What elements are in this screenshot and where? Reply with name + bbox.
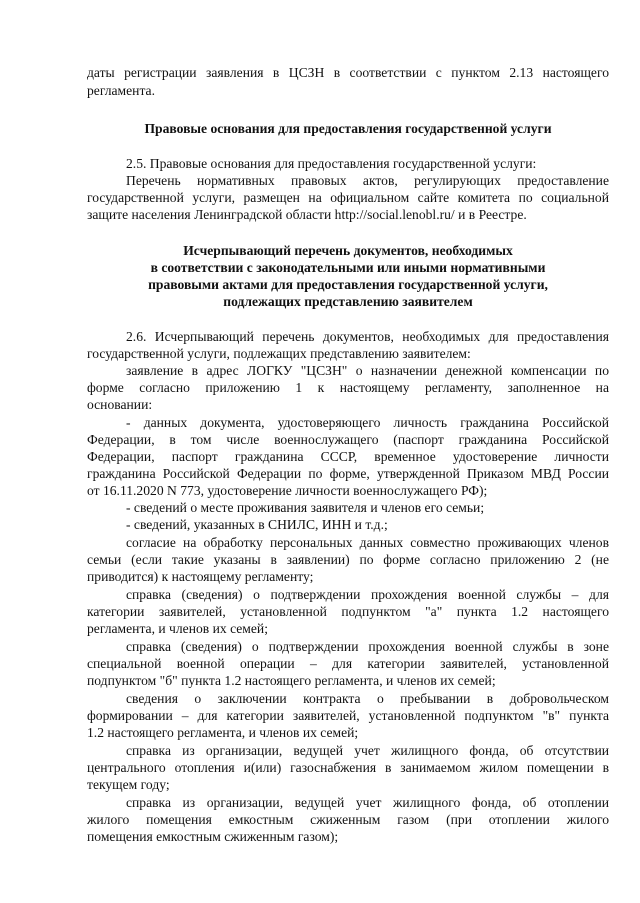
text-line: регламента. [87, 83, 155, 98]
text-line: формировании – для категории заявителей, установленной подпунктом "в" пункта [87, 708, 609, 723]
text-line: категории заявителей, установленной подпунктом "а" пункта 1.2 настоящего [87, 604, 609, 619]
text-line: защите населения Ленинградской области http://social.lenobl.ru/ и в Реестре. [87, 207, 527, 222]
text-line: форме согласно приложению 1 к настоящему регламенту, заполненное на [87, 380, 609, 395]
text-line: государственной услуги, размещен на официальном сайте комитета по социальной [87, 190, 609, 205]
text-line: регламента, и членов их семей; [87, 621, 268, 636]
text-line: даты регистрации заявления в ЦСЗН в соответствии с пунктом 2.13 настоящего [87, 65, 609, 80]
section-heading: в соответствии с законодательными или иными нормативными [150, 260, 546, 275]
text-line: текущем году; [87, 777, 170, 792]
section-heading: Правовые основания для предоставления государственной услуги [144, 121, 552, 136]
text-line: справка (сведения) о подтверждении прохождения военной службы в зоне [126, 639, 609, 654]
text-line: - сведений о месте проживания заявителя и членов его семьи; [126, 500, 485, 515]
text-line: подпунктом "б" пункта 1.2 настоящего регламента, и членов их семей; [87, 673, 496, 688]
text-line: Федерации, в том числе военнослужащего (паспорт гражданина Российской [87, 432, 609, 447]
section-heading: Исчерпывающий перечень документов, необходимых [183, 243, 513, 258]
text-line: справка из организации, ведущей учет жилищного фонда, об отсутствии [126, 743, 609, 758]
section-heading: правовыми актами для предоставления государственной услуги, [148, 277, 548, 292]
text-line: Федерации, паспорт гражданина СССР, временное удостоверение личности [87, 449, 609, 464]
text-line: 1.2 настоящего регламента, и членов их семей; [87, 725, 359, 740]
text-line: сведения о заключении контракта о пребывании в добровольческом [126, 691, 609, 706]
text-line: основании: [87, 397, 153, 412]
text-line: от 16.11.2020 N 773, удостоверение личности военнослужащего РФ); [87, 483, 488, 498]
text-line: 2.5. Правовые основания для предоставления государственной услуги: [126, 156, 537, 171]
text-line: приводится) к настоящему регламенту; [87, 569, 314, 584]
text-line: специальной военной операции – для категории заявителей, установленной [87, 656, 609, 671]
text-line: справка (сведения) о подтверждении прохождения военной службы – для [126, 587, 609, 602]
text-line: семьи (если такие указаны в заявлении) по форме согласно приложению 2 (не [87, 552, 609, 567]
text-line: помещения емкостным сжиженным газом); [87, 829, 339, 844]
text-line: согласие на обработку персональных данных совместно проживающих членов [126, 535, 609, 550]
text-line: Перечень нормативных правовых актов, регулирующих предоставление [126, 173, 609, 188]
text-line: - данных документа, удостоверяющего личность гражданина Российской [126, 415, 609, 430]
text-line: 2.6. Исчерпывающий перечень документов, необходимых для предоставления [126, 329, 609, 344]
text-line: центрального отопления и(или) газоснабжения в занимаемом жилом помещении в [87, 760, 609, 775]
section-heading: подлежащих представлению заявителем [223, 294, 473, 309]
text-line: государственной услуги, подлежащих представлению заявителем: [87, 346, 471, 361]
text-line: жилого помещения емкостным сжиженным газом (при отоплении жилого [87, 812, 609, 827]
text-line: справка из организации, ведущей учет жилищного фонда, об отоплении [126, 795, 609, 810]
text-line: гражданина Российской Федерации по форме, утвержденной Приказом МВД России [87, 466, 609, 481]
text-line: заявление в адрес ЛОГКУ "ЦСЗН" о назначении денежной компенсации по [126, 363, 609, 378]
text-line: - сведений, указанных в СНИЛС, ИНН и т.д.; [126, 517, 388, 532]
